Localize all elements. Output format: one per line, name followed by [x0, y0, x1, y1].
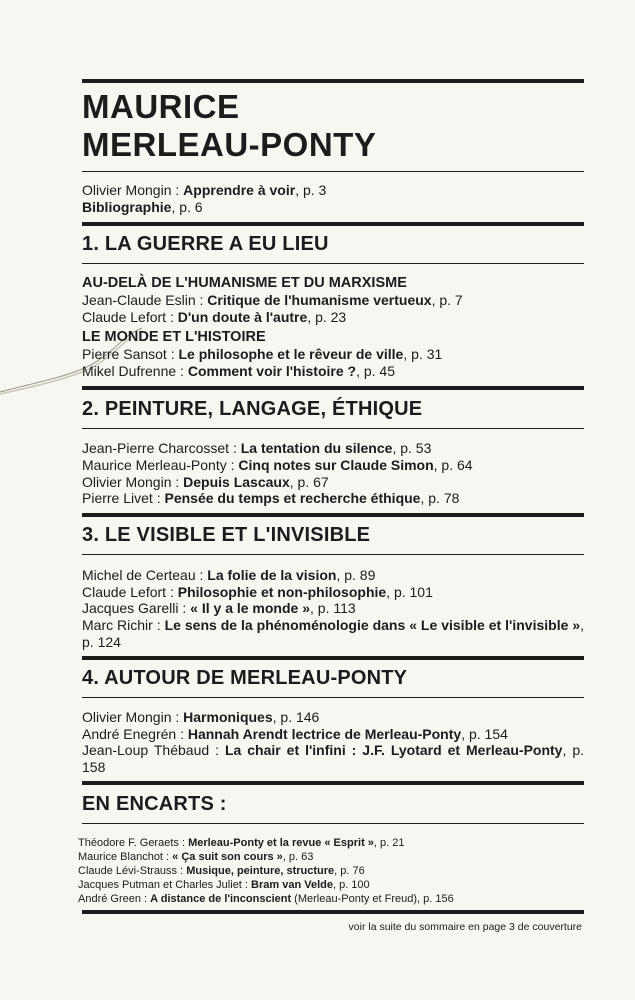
title-line-2: MERLEAU-PONTY [82, 126, 377, 163]
toc-entry: Jean-Loup Thébaud : La chair et l'infini : J.F. Lyotard et Merleau-Ponty, p. 158 [82, 742, 584, 775]
section-2-rule [82, 428, 584, 429]
toc-entry: Marc Richir : Le sens de la phénoménologie dans « Le visible et l'invisible », p. 124 [82, 617, 584, 650]
toc-entry: André Enegrén : Hannah Arendt lectrice de Merleau-Ponty, p. 154 [82, 726, 508, 742]
encart-entry: Jacques Putman et Charles Juliet : Bram van Velde, p. 100 [78, 879, 370, 891]
section-1-subheading-2: LE MONDE ET L'HISTOIRE [82, 329, 266, 345]
section-1-rule [82, 263, 584, 264]
section-3-top-rule [82, 513, 584, 517]
toc-entry: Mikel Dufrenne : Comment voir l'histoire ?, p. 45 [82, 363, 395, 379]
toc-entry: Olivier Mongin : Depuis Lascaux, p. 67 [82, 474, 329, 490]
toc-entry: Claude Lefort : Philosophie et non-philosophie, p. 101 [82, 584, 433, 600]
section-1-subheading-1: AU-DELÀ DE L'HUMANISME ET DU MARXISME [82, 275, 407, 291]
section-4-top-rule [82, 656, 584, 660]
section-4-heading: 4. AUTOUR DE MERLEAU-PONTY [82, 667, 408, 689]
encarts-rule [82, 823, 584, 824]
toc-entry: Pierre Livet : Pensée du temps et recherche éthique, p. 78 [82, 490, 460, 506]
section-1-heading: 1. LA GUERRE A EU LIEU [82, 233, 329, 255]
toc-entry: Michel de Certeau : La folie de la vision, p. 89 [82, 567, 376, 583]
toc-entry: Maurice Merleau-Ponty : Cinq notes sur Claude Simon, p. 64 [82, 457, 473, 473]
intro-entry: Olivier Mongin : Apprendre à voir, p. 3 [82, 182, 327, 198]
section-1-top-rule [82, 222, 584, 226]
encarts-top-rule [82, 781, 584, 785]
toc-entry: Jean-Pierre Charcosset : La tentation du silence, p. 53 [82, 440, 432, 456]
top-rule [82, 79, 584, 83]
section-3-rule [82, 554, 584, 555]
continuation-note: voir la suite du sommaire en page 3 de couverture [348, 921, 582, 933]
section-3-heading: 3. LE VISIBLE ET L'INVISIBLE [82, 524, 371, 546]
bottom-rule [82, 910, 584, 914]
encart-entry: Claude Lévi-Strauss : Musique, peinture, structure, p. 76 [78, 865, 365, 877]
toc-entry: Claude Lefort : D'un doute à l'autre, p. 23 [82, 309, 347, 325]
section-4-rule [82, 697, 584, 698]
encart-entry: Théodore F. Geraets : Merleau-Ponty et la revue « Esprit », p. 21 [78, 837, 405, 849]
toc-entry: Jacques Garelli : « Il y a le monde », p. 113 [82, 600, 356, 616]
encarts-heading: EN ENCARTS : [82, 793, 227, 815]
section-2-top-rule [82, 386, 584, 390]
section-2-heading: 2. PEINTURE, LANGAGE, ÉTHIQUE [82, 398, 423, 420]
encart-entry: Maurice Blanchot : « Ça suit son cours », p. 63 [78, 851, 314, 863]
toc-entry: Pierre Sansot : Le philosophe et le rêveur de ville, p. 31 [82, 346, 443, 362]
toc-entry: Jean-Claude Eslin : Critique de l'humanisme vertueux, p. 7 [82, 292, 463, 308]
title-line-1: MAURICE [82, 88, 240, 125]
intro-entry: Bibliographie, p. 6 [82, 199, 203, 215]
title-rule [82, 171, 584, 172]
toc-entry: Olivier Mongin : Harmoniques, p. 146 [82, 709, 320, 725]
encart-entry: André Green : A distance de l'inconscient (Merleau-Ponty et Freud), p. 156 [78, 893, 454, 905]
